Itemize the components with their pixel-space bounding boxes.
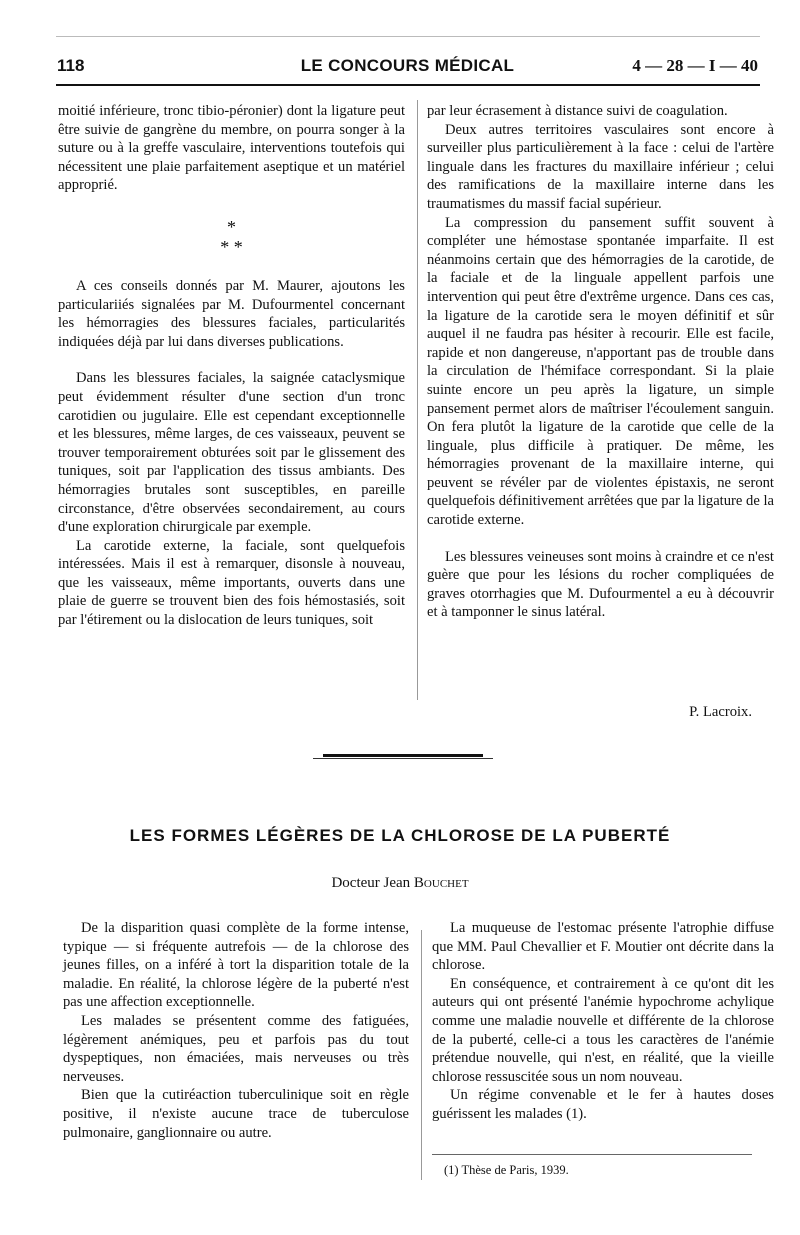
footnote: (1) Thèse de Paris, 1939.: [444, 1163, 569, 1177]
paragraph-gap: [427, 530, 774, 548]
paragraph: Deux autres territoires vasculaires sont encore à surveiller plus particulièrement à la face : celui de l'artère linguale dans les fractures du maxillaire inférieur ; celui des ramifications de la maxillaire interne dans les traumatismes du massif facial supérieur.: [427, 121, 774, 212]
asterism: [58, 217, 405, 257]
paragraph: par leur écrasement à distance suivi de coagulation.: [427, 103, 728, 119]
ornament-thin-rule: [313, 758, 493, 759]
issue-date: 4 — 28 — I — 40: [632, 56, 758, 75]
paragraph: A ces conseils donnés par M. Maurer, ajoutons les particulariiés signalées par M. Dufourmentel concernant les hémorragies des blessures faciales, particularités indiquées déjà par lui dans diverses publications.: [58, 277, 405, 350]
top-right-column: [427, 102, 774, 622]
journal-title: LE CONCOURS MÉDICAL: [300, 56, 515, 75]
author-surname: Bouchet: [413, 875, 469, 891]
page-top-rule: [56, 36, 760, 37]
ornament-thick-rule: [323, 754, 483, 757]
bottom-left-column: [63, 919, 409, 1142]
paragraph: Les malades se présentent comme des fatiguées, légèrement anémiques, peu et parfois pas du tout dyspeptiques, non émaciées, mais nerveuses ou très nerveuses.: [63, 1012, 409, 1085]
signature: P. Lacroix.: [689, 704, 752, 720]
paragraph: Bien que la cutiréaction tuberculinique soit en règle positive, il n'existe aucune trace de tuberculose pulmonaire, ganglionnaire ou autre.: [63, 1087, 409, 1141]
page-number: 118: [57, 56, 85, 75]
top-left-column: [58, 102, 405, 630]
paragraph: moitié inférieure, tronc tibio-péronier) dont la ligature peut être suivie de gangrène du membre, on pourra songer à la suture ou à la greffe vasculaire, interventions toutefois qui nécessitent une plaie parfaitement aseptique et un matériel approprié.: [58, 103, 405, 194]
section-ornament: [313, 751, 493, 760]
column-divider: [417, 100, 418, 700]
column-divider: [421, 930, 422, 1180]
asterism-bottom: * *: [220, 236, 243, 257]
paragraph-gap: [58, 351, 405, 369]
paragraph: La muqueuse de l'estomac présente l'atrophie diffuse que MM. Paul Chevallier et F. Moutier ont décrite dans la chlorose.: [432, 920, 774, 974]
paragraph: La carotide externe, la faciale, sont quelquefois intéressées. Mais il est à remarquer, disonsle à nouveau, que les vaisseaux, même importants, ouverts dans une plaie de guerre se trouvent bien des fois hémostasiés, soit par l'étirement ou la dislocation de leurs tuniques, soit: [58, 537, 405, 629]
author-line: [0, 875, 800, 892]
header-rule: [56, 84, 760, 86]
article-title: LES FORMES LÉGÈRES DE LA CHLOROSE DE LA PUBERTÉ: [129, 826, 671, 845]
footnote-rule: [432, 1154, 752, 1155]
paragraph: Les blessures veineuses sont moins à craindre et ce n'est guère que pour les lésions du rocher compliquées de graves otorrhagies que M. Dufourmentel a eu à découvrir et à tamponner le sinus latéral.: [427, 548, 774, 621]
bottom-right-column: [432, 919, 774, 1124]
paragraph: En conséquence, et contrairement à ce qu'ont dit les auteurs qui ont présenté l'anémie hypochrome achylique comme une maladie nouvelle et différente de la chlorose de la puberté, celle-ci a tous les caractères de l'anémie prétendue nouvelle, qui n'est, en réalité, que la vieille chlorose ressuscitée sous un nom nouveau.: [432, 975, 774, 1085]
asterism-top: *: [227, 216, 236, 237]
author-prefix: Docteur Jean: [331, 875, 411, 891]
paragraph: De la disparition quasi complète de la forme intense, typique — si fréquente autrefois — de la chlorose des jeunes filles, on a inféré à tort la disparition totale de la maladie. En réalité, la chlorose légère de la puberté n'est pas une affection exceptionnelle.: [63, 920, 409, 1011]
paragraph: Dans les blessures faciales, la saignée cataclysmique peut évidemment résulter d'une section d'un tronc carotidien ou jugulaire. Elle est cependant exceptionnelle et les blessures, même larges, de ces vaisseaux, peuvent se trouver temporairement obturées soit par le glissement des tuniques, soit par l'application des tissus ambiants. Des hémorragies brutales sont susceptibles, en pareille circonstance, d'être observées secondairement, au cours d'une exploration chirurgicale par exemple.: [58, 370, 405, 536]
running-header: [57, 56, 758, 82]
paragraph: Un régime convenable et le fer à hautes doses guérissent les malades (1).: [432, 1087, 774, 1122]
paragraph: La compression du pansement suffit souvent à compléter une hémostase spontanée imparfaite. Il est néanmoins certain que des hémorragies de la carotide, de la faciale et de la linguale appellent parfois une intervention qui peut être d'extrême urgence. Dans ces cas, la ligature de la carotide sera le moyen définitif et sûr auquel il ne faudra pas hésiter à recourir. Elle est facile, rapide et non dangereuse, n'apportant pas de trouble dans la circulation de l'hémiface correspondant. Si la plaie suinte encore un peu après la ligature, un simple pansement permet alors de maîtriser l'écoulement sanguin. On fera plutôt la ligature de la carotide que celle de la linguale, plus difficile à pratiquer. De même, les hémorragies provenant de la maxillaire interne, qui peuvent se révéler par de violentes épistaxis, ne seront quelquefois définitivement arrêtées que par la ligature de la carotide externe.: [427, 214, 774, 529]
